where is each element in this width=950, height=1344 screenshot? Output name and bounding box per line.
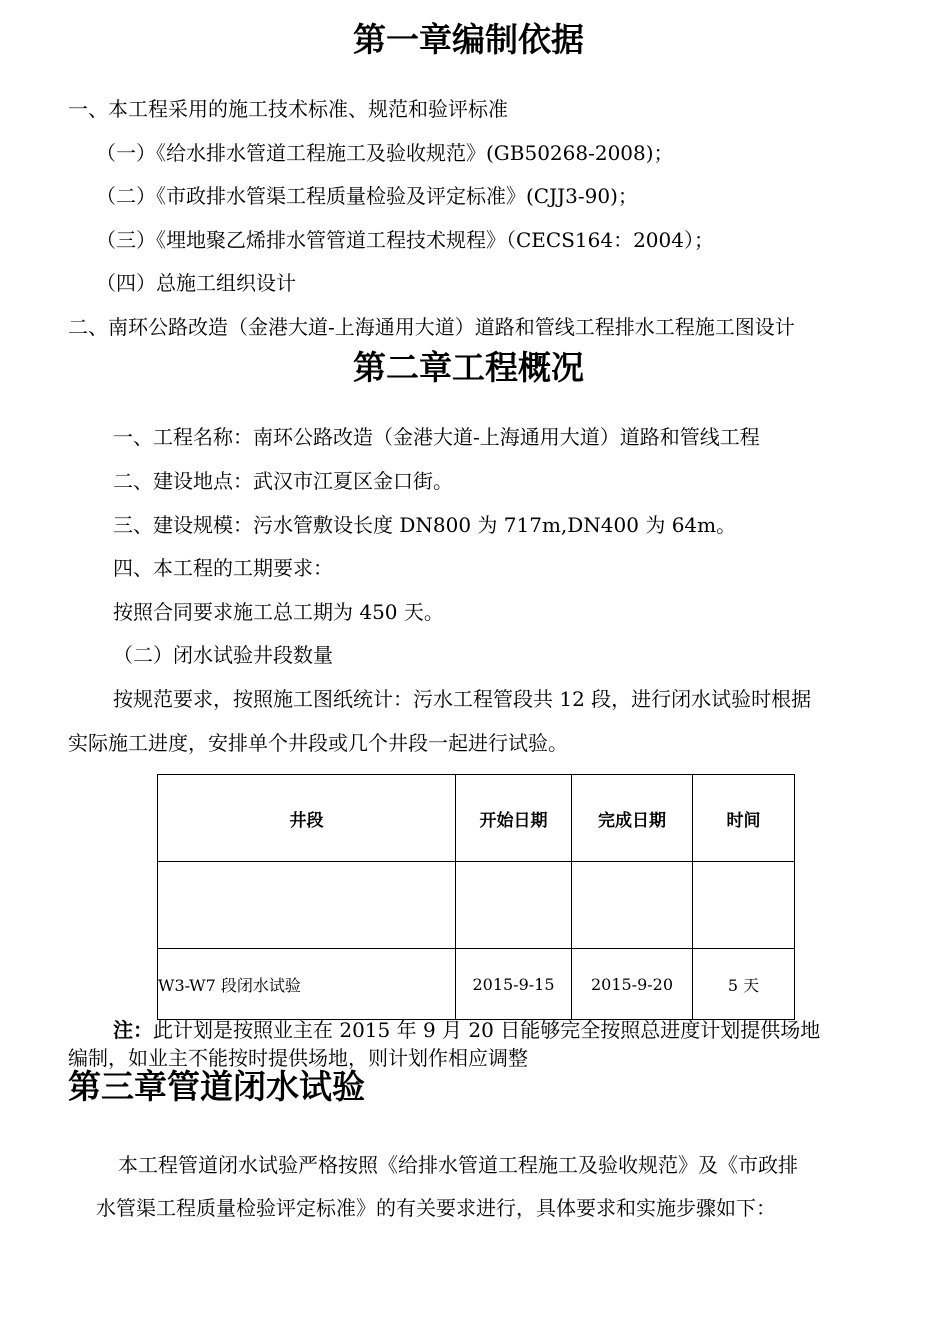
note-line2: 编制，如业主不能按时提供场地，则计划作相应调整 bbox=[68, 1046, 528, 1070]
table-row-empty bbox=[158, 862, 795, 949]
note-text-1: 此计划是按照业主在 2015 年 9 月 20 日能够完全按照总进度计划提供场地 bbox=[153, 1018, 821, 1042]
header-segment: 井段 bbox=[158, 775, 456, 862]
chapter1-item2: 二、南环公路改造（金港大道-上海通用大道）道路和管线工程排水工程施工图设计 bbox=[68, 315, 795, 339]
chapter2-p3: 三、建设规模：污水管敷设长度 DN800 为 717m,DN400 为 64m。 bbox=[113, 513, 737, 537]
chapter3-p1b: 水管渠工程质量检验评定标准》的有关要求进行，具体要求和实施步骤如下： bbox=[96, 1196, 776, 1220]
chapter1-title: 第一章编制依据 bbox=[353, 20, 584, 59]
chapter1-sub1: （一）《给水排水管道工程施工及验收规范》(GB50268-2008)； bbox=[96, 141, 674, 165]
chapter3-p1a: 本工程管道闭水试验严格按照《给排水管道工程施工及验收规范》及《市政排 bbox=[118, 1153, 798, 1177]
cell-duration: 5 天 bbox=[693, 949, 795, 1020]
cell-start-date: 2015-9-15 bbox=[456, 949, 572, 1020]
table-cell bbox=[456, 862, 572, 949]
cell-segment: W3-W7 段闭水试验 bbox=[158, 949, 456, 1020]
cell-end-date: 2015-9-20 bbox=[572, 949, 693, 1020]
chapter2-p2: 二、建设地点：武汉市江夏区金口街。 bbox=[113, 469, 453, 493]
chapter1-sub3: （三）《埋地聚乙烯排水管管道工程技术规程》（CECS164：2004）； bbox=[96, 228, 714, 252]
chapter2-p6: （二）闭水试验井段数量 bbox=[113, 643, 333, 667]
table-cell bbox=[693, 862, 795, 949]
chapter1-item1: 一、本工程采用的施工技术标准、规范和验评标准 bbox=[68, 97, 508, 121]
chapter2-p1: 一、工程名称：南环公路改造（金港大道-上海通用大道）道路和管线工程 bbox=[113, 425, 760, 449]
chapter1-sub2: （二）《市政排水管渠工程质量检验及评定标准》(CJJ3-90)； bbox=[96, 184, 638, 208]
chapter2-p7b: 实际施工进度，安排单个井段或几个井段一起进行试验。 bbox=[68, 731, 568, 755]
chapter2-title: 第二章工程概况 bbox=[353, 348, 584, 387]
table-row bbox=[158, 949, 795, 1020]
closed-water-test-schedule-table bbox=[157, 774, 795, 1020]
table-cell bbox=[572, 862, 693, 949]
chapter2-p7a: 按规范要求，按照施工图纸统计：污水工程管段共 12 段，进行闭水试验时根据 bbox=[113, 687, 812, 711]
header-duration: 时间 bbox=[693, 775, 795, 862]
table-header-row bbox=[158, 775, 795, 862]
chapter1-sub4: （四）总施工组织设计 bbox=[96, 271, 296, 295]
header-start-date: 开始日期 bbox=[456, 775, 572, 862]
chapter2-p5: 按照合同要求施工总工期为 450 天。 bbox=[113, 600, 444, 624]
table-cell bbox=[158, 862, 456, 949]
chapter3-title: 第三章管道闭水试验 bbox=[68, 1067, 365, 1106]
note-line1 bbox=[113, 1015, 820, 1045]
note-label: 注： bbox=[113, 1018, 153, 1042]
header-end-date: 完成日期 bbox=[572, 775, 693, 862]
chapter2-p4: 四、本工程的工期要求： bbox=[113, 556, 333, 580]
